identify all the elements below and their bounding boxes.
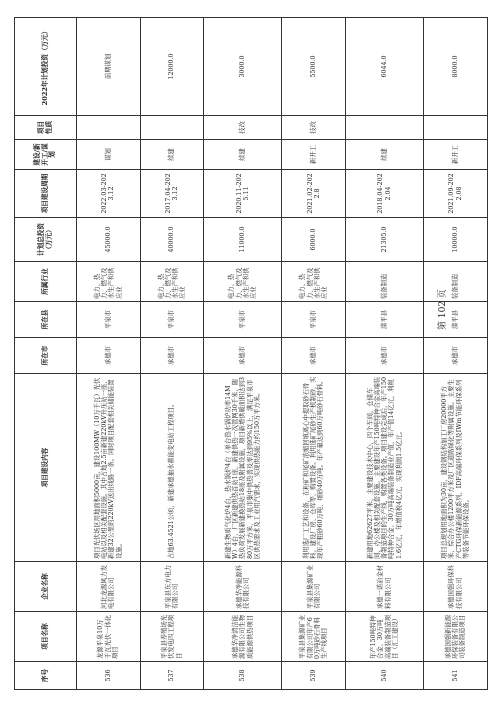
cell-city: 承德市 <box>346 338 424 374</box>
cell-company: 承德国强环保科技有限公司 <box>424 562 488 612</box>
cell-city: 承德市 <box>282 338 346 374</box>
cell-plan2022: 12000.0 <box>140 18 204 116</box>
header-company: 企业名称 <box>15 562 77 612</box>
cell-industry: 装备制造 <box>346 262 424 302</box>
cell-industry: 电力、热力、燃气及水生产和供应业 <box>77 262 141 302</box>
cell-content: 新建生物质气化炉4台，热水锅炉4台（单台热水锅炉功率14MW）4台，厂区新建供热首站1座，新建供热一次管网30千米，随热负荷发展新建换热站18座及附属设施，项目新增供暖面积达到380万平方米，平泉市集中供热普及率达到95%以上，满足平泉市区供热需求及工业用汽需求，实现供热能力约150万平方米。 <box>204 374 282 562</box>
cell-city: 承德市 <box>140 338 204 374</box>
cell-county: 平泉市 <box>282 302 346 338</box>
page-footer: 第 102 页 <box>438 289 448 330</box>
cell-nature: 续建 <box>346 140 424 170</box>
header-invest: 计划总投资（万元） <box>15 218 77 262</box>
table-row <box>204 18 282 690</box>
cell-no: 536 <box>77 662 141 690</box>
cell-nature: 新开工 <box>424 140 488 170</box>
cell-plan2022: 6044.0 <box>346 18 424 116</box>
cell-plan2022: 前期谋划 <box>77 18 141 116</box>
header-city: 所在市 <box>15 338 77 374</box>
cell-name: 承德华净清洁能源有限公司生物质能源供热项目 <box>204 612 282 662</box>
cell-invest: 45000.0 <box>77 218 141 262</box>
cell-industry: 电力、热力、燃气及水生产和供应业 <box>282 262 346 302</box>
cell-name: 年产150吨特种合金、30万吨高端装备制造项目（汇工建设） <box>346 612 424 662</box>
cell-name: 承德国强新能源环保装备有限公司装备制造项目 <box>424 612 488 662</box>
cell-company: 河北龙源风力发电有限公司 <box>77 562 141 612</box>
cell-invest: 40000.0 <box>140 218 204 262</box>
cell-nature: 谋划 <box>77 140 141 170</box>
table-row <box>140 18 204 690</box>
cell-content: 利用选厂工艺和设备，在粉矿和尾矿浓缩回填离心中提取砂石骨料，建设厂房、仓库等，购置设备。利用选矿尾砂生产机制砂，实现年产粗砂60万吨、细砂40万吨。年产量达到60万吨砂石骨料。 <box>282 374 346 562</box>
cell-nature: 续建 <box>204 140 282 170</box>
cell-period: 2018.04-2022.04 <box>346 170 424 218</box>
cell-city: 承德市 <box>204 338 282 374</box>
cell-content: 项目总规划用地面积为30亩，建设钢结构加工厂房20000平方米，综合办公楼1200平方米及厂区道路绿化等附属设施。主要生产CTG环保新能源系列、IDF高端环保系列及IWm节能环保系列等装备节能环保设备。 <box>424 374 488 562</box>
cell-period: 2021.09-2022.08 <box>424 170 488 218</box>
cell-no: 540 <box>346 662 424 690</box>
cell-no: 541 <box>424 662 488 690</box>
cell-county: 平泉市 <box>204 302 282 338</box>
cell-nature2 <box>140 116 204 140</box>
project-table <box>14 17 488 690</box>
header-period: 项目建设周期 <box>15 170 77 218</box>
header-county: 所在县 <box>15 302 77 338</box>
cell-period: 2017.04-2023.12 <box>140 170 204 218</box>
cell-invest: 21305.0 <box>346 218 424 262</box>
header-plan2022: 2022年计划投资（万元） <box>15 18 77 116</box>
header-no: 序号 <box>15 662 77 690</box>
cell-county: 滦平县 <box>424 302 488 338</box>
cell-company: 平泉县集源矿业有限公司 <box>282 562 346 612</box>
cell-county: 滦平县 <box>346 302 424 338</box>
cell-name: 平泉县集源矿业有限公司年产60万吨砂石骨料生产线项目 <box>282 612 346 662</box>
table-row <box>282 18 346 690</box>
cell-company: 平泉县东方电力有限公司 <box>140 562 204 612</box>
cell-company: 承德华净能源科技有限公司 <box>204 562 282 612</box>
cell-nature2 <box>346 116 424 140</box>
header-nature-short: 项目性质 <box>15 116 77 140</box>
table-row <box>77 18 141 690</box>
cell-content: 新建用地62627平米，主要建设技术中心，四个车间，仓储车间、办公楼及相关配套设施。主要建设年产150吨特种合金高端装备制造项目的生产线，购置各类设备。项目建设完成后，年产150吨特种合金、30万吨高端装备制造业产值，年产值14亿元，利税1.6亿元，年增值税4亿元，实现利润1.5亿元。 <box>346 374 424 562</box>
cell-nature2: 技改 <box>282 116 346 140</box>
cell-company: 承德一诺冶金材料有限公司 <box>346 562 424 612</box>
header-content: 项目建设内容 <box>15 374 77 562</box>
cell-period: 2020.11-2025.11 <box>204 170 282 218</box>
header-row <box>15 18 77 690</box>
header-name: 项目名称 <box>15 612 77 662</box>
cell-nature2 <box>424 116 488 140</box>
header-industry: 所属行业 <box>15 262 77 302</box>
cell-invest: 6000.0 <box>282 218 346 262</box>
cell-content: 占地63.4521公顷，新建承德抽水蓄能变电站工程项目。 <box>140 374 204 562</box>
table-row <box>424 18 488 690</box>
cell-invest: 10000.0 <box>424 218 488 262</box>
rotated-table-page <box>14 18 488 690</box>
cell-name: 平泉县养殖场光伏发电四工程项目 <box>140 612 204 662</box>
cell-industry: 装备制造 <box>424 262 488 302</box>
cell-no: 538 <box>204 662 282 690</box>
cell-content: 项目光伏场区用地面积5000亩，建设100MW（10万千瓦）光伏电站以及相关配套设施。其中占地2.5亩新建220kV升压站一座，新建32公里的220kV送出线路一条。同时项目配套相关储能装置设施。 <box>77 374 141 562</box>
cell-period: 2021.02-2022.8 <box>282 170 346 218</box>
header-nature: 建设/新开工/谋划 <box>15 140 77 170</box>
cell-nature2 <box>77 116 141 140</box>
cell-no: 539 <box>282 662 346 690</box>
cell-plan2022: 8000.0 <box>424 18 488 116</box>
cell-city: 承德市 <box>77 338 141 374</box>
cell-invest: 11000.0 <box>204 218 282 262</box>
cell-name: 龙源平泉10万千瓦光伏一体化项目 <box>77 612 141 662</box>
cell-nature2: 技改 <box>204 116 282 140</box>
cell-plan2022: 5500.0 <box>282 18 346 116</box>
cell-city: 承德市 <box>424 338 488 374</box>
cell-period: 2022.03-2023.12 <box>77 170 141 218</box>
cell-industry: 电力、热力、燃气及水生产和供应业 <box>204 262 282 302</box>
cell-plan2022: 3000.0 <box>204 18 282 116</box>
cell-county: 平泉市 <box>140 302 204 338</box>
table-row <box>346 18 424 690</box>
cell-no: 537 <box>140 662 204 690</box>
cell-nature: 新开工 <box>282 140 346 170</box>
cell-nature: 续建 <box>140 140 204 170</box>
cell-county: 平泉市 <box>77 302 141 338</box>
cell-industry: 电力、热力、燃气及水生产和供应业 <box>140 262 204 302</box>
